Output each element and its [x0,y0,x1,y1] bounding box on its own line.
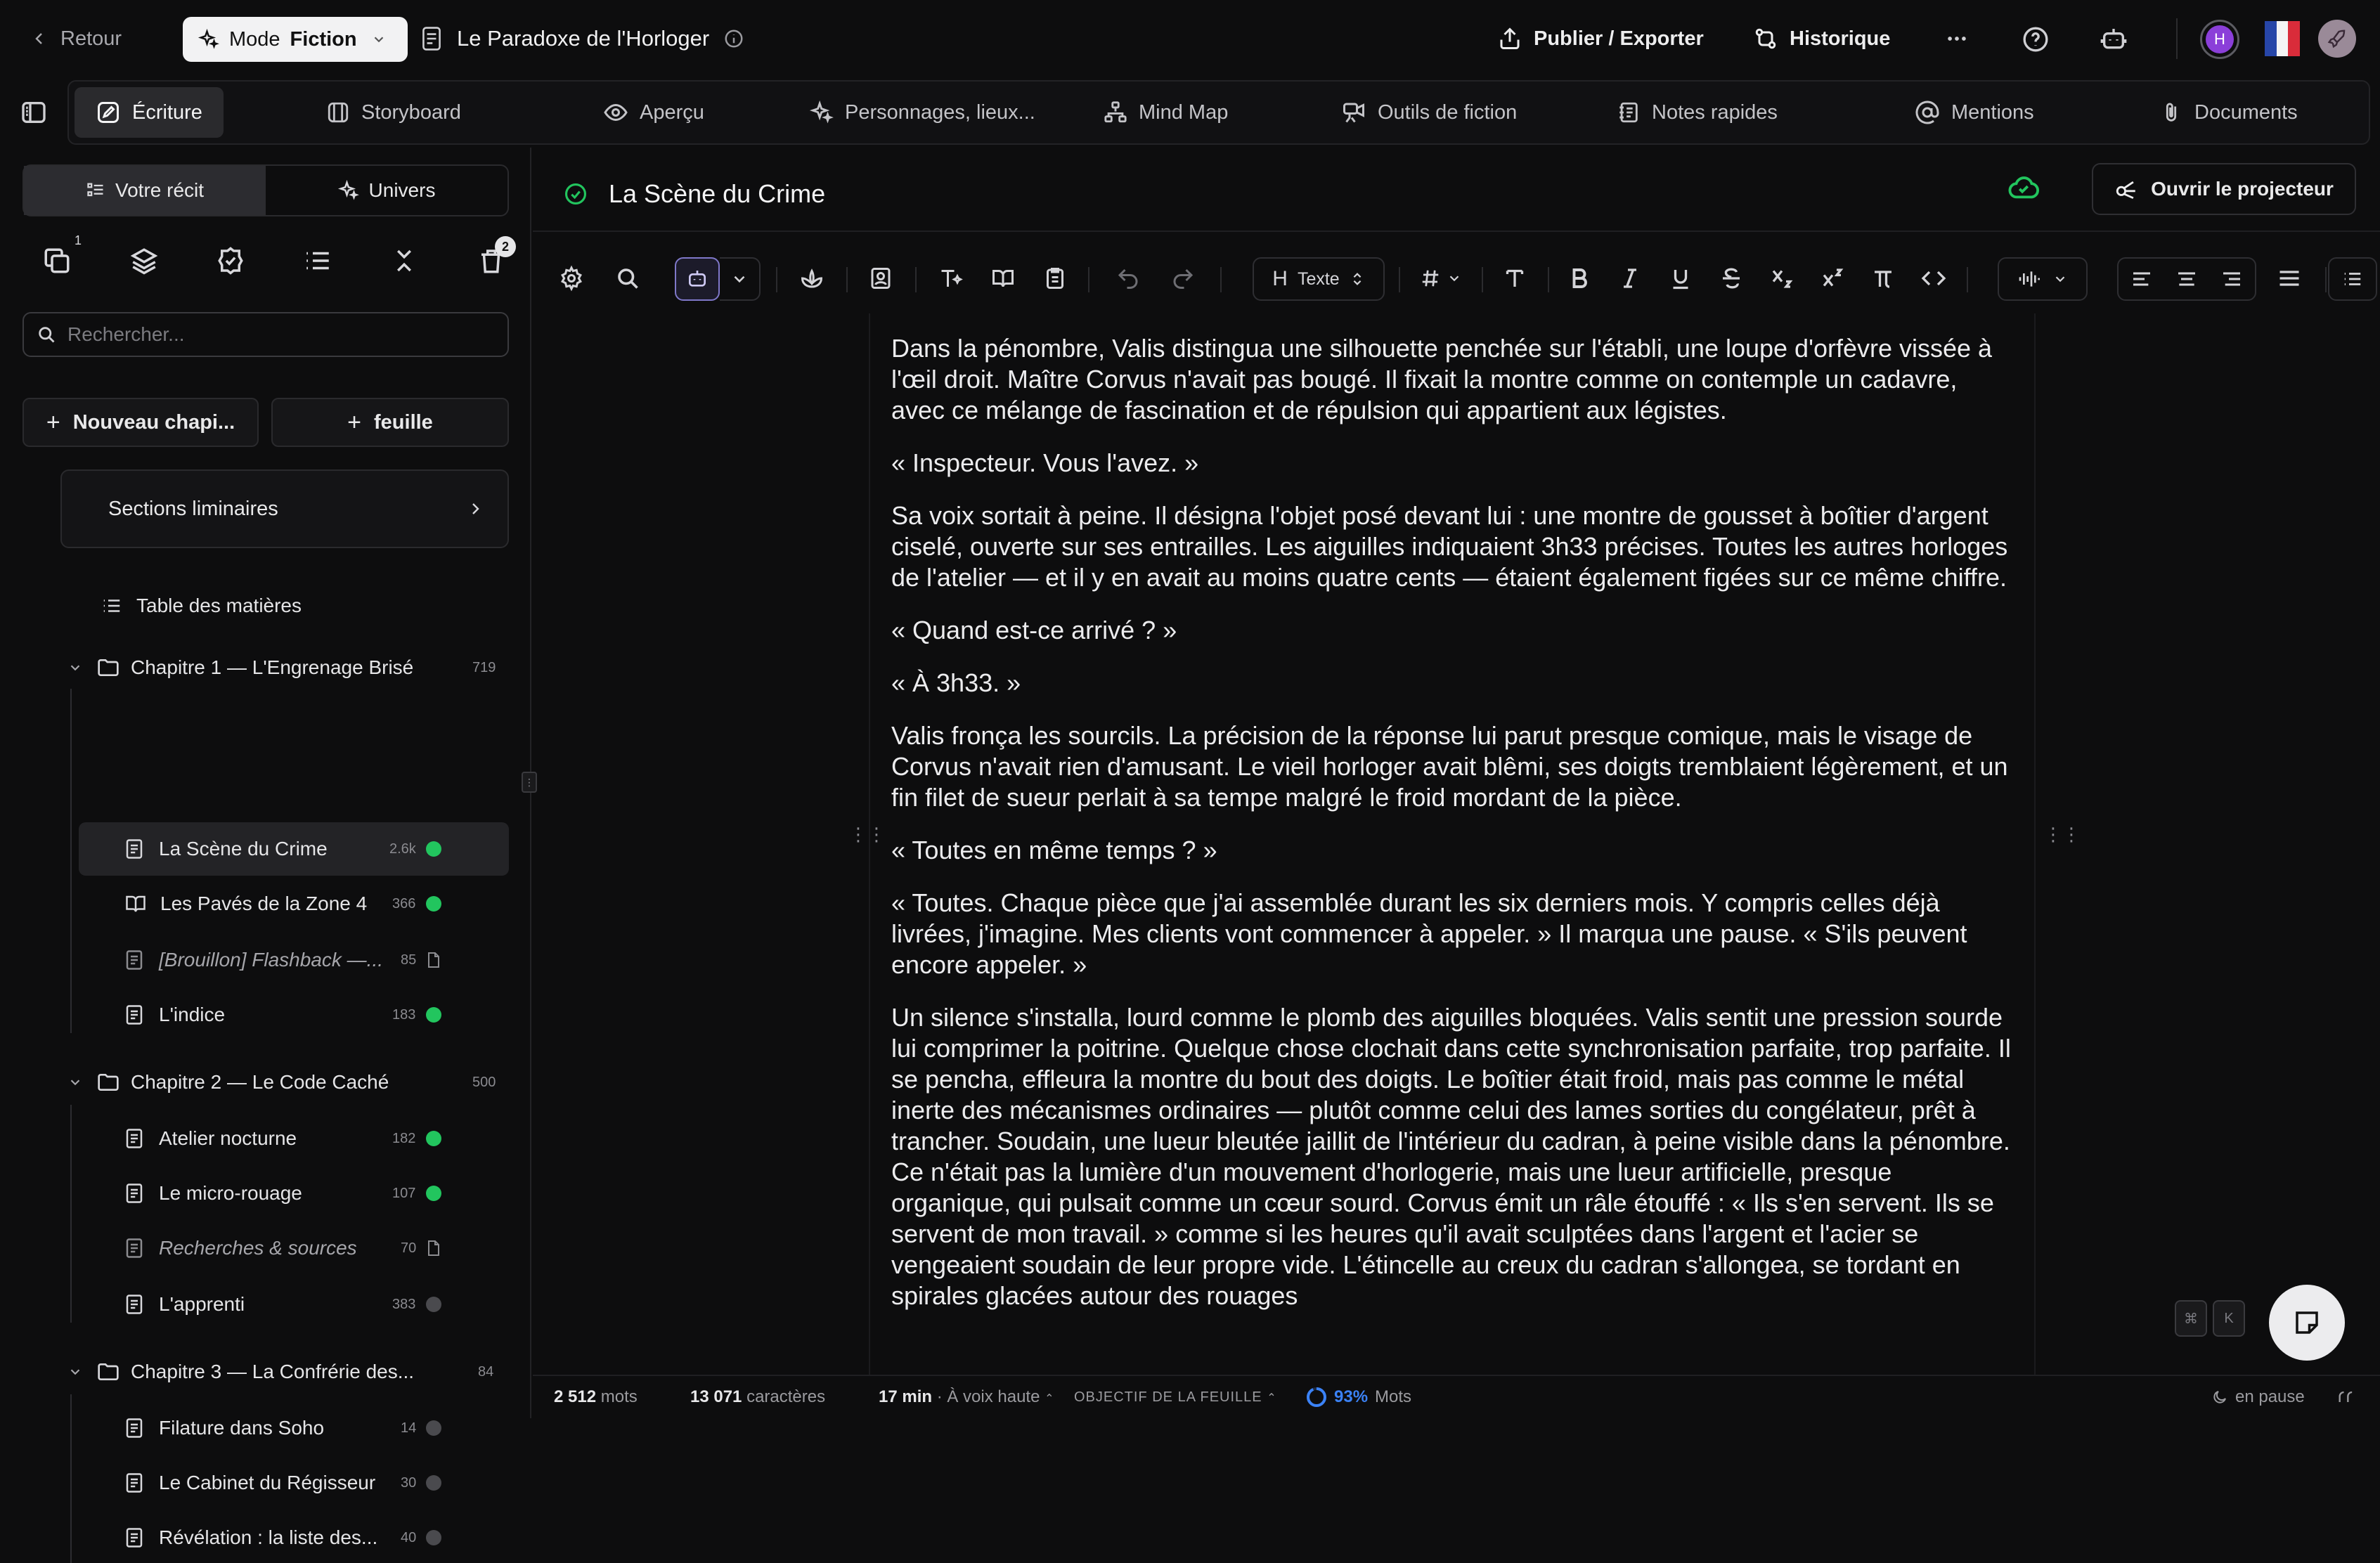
chapter-count: 84 [478,1363,494,1380]
list-icon [101,595,122,616]
underline-icon [1668,266,1693,291]
tab-label: Notes rapides [1652,100,1778,124]
chevron-right-icon [467,500,484,517]
eye-icon [603,100,628,125]
back-label: Retour [60,27,122,50]
tools-icon [1341,100,1366,125]
divider [533,231,2380,232]
sheet-title: Recherches & sources [159,1237,357,1259]
text-style-button[interactable] [933,246,969,311]
chevron-down-icon [67,1075,83,1090]
history-icon [1753,26,1778,51]
search-button[interactable] [610,246,645,311]
sheet-row[interactable] [125,826,505,871]
heading-icon: H [1272,267,1288,290]
divider [1088,267,1089,292]
chapter-title: Chapitre 2 — Le Code Caché [131,1071,389,1093]
align-right-icon[interactable] [2220,268,2243,290]
list-icon [2342,268,2363,290]
read-time[interactable] [879,1387,1054,1407]
document-icon [125,1183,143,1204]
sheet-row[interactable] [125,1226,505,1271]
tab-label: Storyboard [361,100,461,124]
sheet-row[interactable] [125,992,505,1037]
strikethrough-icon [1719,266,1744,291]
sheet-title: [Brouillon] Flashback —... [159,949,384,971]
paragraph: « Toutes. Chaque pièce que j'ai assemblée durant les six derniers mois. Y compris celles déjà livrées, j'imagine. Mes clients vont commencer à appeler. » Il marqua une pause. « S'ils peuvent encore appeler. » [891,888,1967,979]
paragraph: « À 3h33. » [891,668,1021,697]
paperclip-icon [2159,100,2183,124]
sheet-row[interactable] [125,1116,505,1161]
at-sign-icon [1915,100,1940,125]
search-icon [615,266,640,291]
chevron-down-icon [67,660,83,675]
status-dot [426,1297,441,1312]
sheet-title: L'apprenti [159,1293,245,1315]
chevron-up-icon: ⌃ [1267,1392,1277,1404]
divider [846,267,848,292]
info-icon[interactable] [723,28,744,49]
audio-wave-icon [2017,268,2040,290]
tab-label: Documents [2194,100,2298,124]
tab-label: Mentions [1951,100,2034,124]
sidebar-toggle-icon[interactable] [20,98,48,127]
heading-level-select[interactable] [1413,246,1469,311]
publish-export-button[interactable] [1497,21,1704,56]
tab-mentions[interactable] [1894,87,2055,138]
divider [1220,267,1222,292]
gear-icon [559,266,584,291]
word-count-label: mots [600,1387,638,1406]
avatar[interactable] [2200,20,2239,59]
sheet-row[interactable] [125,1460,505,1505]
tab-label: Personnages, lieux... [845,100,1035,124]
pi-icon [1870,266,1896,291]
mode-prefix: Mode [229,27,280,51]
new-sheet-label: feuille [374,410,433,434]
chevron-updown-icon [1350,270,1365,288]
clear-format-button[interactable] [1497,246,1532,311]
divider [1482,267,1483,292]
draft-file-icon [426,952,441,968]
undo-icon [1115,266,1141,291]
tree-line [70,1394,72,1563]
divider [2176,18,2178,59]
folder-icon [97,1072,119,1092]
sheet-count: 85 [401,952,417,968]
bot-icon [686,268,709,290]
undo-button[interactable] [1111,246,1146,311]
status-dot [426,1420,441,1436]
tab-outils-fiction[interactable] [1320,87,1538,138]
quote-icon[interactable] [2336,1387,2356,1407]
sidebar [0,148,531,1548]
sheet-row[interactable] [125,1406,505,1451]
sheet-count: 107 [392,1185,416,1201]
text-sparkle-icon [938,266,964,291]
italic-icon [1617,266,1643,291]
history-button[interactable] [1753,21,1890,56]
block-style-label: Texte [1297,268,1340,289]
ai-dropdown[interactable] [720,257,761,301]
bold-icon [1567,266,1592,291]
layers-icon[interactable] [129,246,159,275]
tab-mind-map[interactable] [1082,87,1249,138]
chevron-up-icon: ⌃ [1045,1393,1054,1405]
sheet-row[interactable] [125,881,505,926]
sparkles-icon [338,180,359,201]
scene-title: La Scène du Crime [609,179,826,208]
new-chapter-label: Nouveau chapi... [72,410,235,434]
projector-label: Ouvrir le projecteur [2151,178,2334,200]
sheet-title: Filature dans Soho [159,1417,325,1439]
align-justify-icon [2277,266,2302,291]
pause-status[interactable] [2211,1387,2305,1407]
chapter-count: 500 [472,1074,496,1090]
quick-note-button[interactable] [2269,1285,2345,1361]
progress-ring [1306,1387,1327,1408]
strikethrough-button[interactable] [1714,246,1749,311]
sheet-count: 366 [392,895,416,912]
redo-icon [1170,266,1196,291]
document-title-text: Le Paradoxe de l'Horloger [457,26,710,51]
liminal-label: Sections liminaires [108,497,278,520]
cloud-sync-icon[interactable] [2007,173,2040,202]
tab-storyboard[interactable] [305,87,482,138]
tab-label: Univers [368,179,436,201]
tab-votre-recit[interactable] [24,166,266,215]
publish-label: Publier / Exporter [1534,27,1704,50]
tab-personnages[interactable] [789,87,1056,138]
book-icon [990,266,1016,291]
sparkles-icon [810,100,834,124]
tab-label: Outils de fiction [1378,100,1518,124]
list-icon[interactable] [303,246,332,275]
tab-label: Votre récit [115,179,205,201]
document-icon [125,1238,143,1259]
notes-icon [1617,100,1641,124]
chevron-left-icon [31,30,48,47]
paragraph: Sa voix sortait à peine. Il désigna l'objet posé devant lui : une montre de gousset à boîtier d'argent ciselé, ouverte sur ses entrailles. Les aiguilles indiquaient 3h33 précises. Toutes les autres horloges de l'atelier — et il y en avait au moins quatre cents — étaient également figées sur ce même chiffre. [891,501,2008,592]
focus-button[interactable] [794,246,829,311]
chevron-down-icon [2052,271,2068,287]
sheet-count: 383 [392,1296,416,1312]
word-count [554,1387,638,1407]
right-margin-handle[interactable]: ⋮⋮ [2044,824,2081,845]
collapse-icon[interactable] [389,246,419,275]
goal-unit: Mots [1375,1387,1412,1406]
hash-icon [1420,268,1441,289]
folder-icon [97,658,119,677]
help-icon[interactable] [2022,25,2050,53]
document-icon [420,26,443,51]
settings-button[interactable] [554,246,589,311]
divider [2325,267,2327,292]
draft-file-icon [426,1240,441,1257]
sheet-count: 40 [401,1529,417,1545]
sidebar-search[interactable] [22,312,509,357]
shortcut-hint [2175,1300,2245,1337]
tab-label: Écriture [132,100,202,124]
char-count [690,1387,825,1407]
special-chars-button[interactable] [1865,246,1901,311]
read-time-value: 17 min [879,1387,933,1406]
code-icon [1921,266,1946,291]
tab-documents[interactable] [2138,87,2319,138]
goal-label: OBJECTIF DE LA FEUILLE [1074,1389,1262,1405]
portrait-icon [868,266,893,291]
sidebar-resize-handle[interactable]: ⋮ [522,772,537,793]
chapter-title: Chapitre 1 — L'Engrenage Brisé [131,656,414,678]
clipboard-icon [1042,266,1068,291]
document-icon [125,1004,143,1025]
document-icon [125,1294,143,1315]
superscript-icon [1820,266,1845,291]
chapter-row[interactable] [67,645,503,690]
trash-icon[interactable] [477,239,509,275]
editor-area [533,148,2380,1418]
copy-count: 1 [74,233,82,247]
book-button[interactable] [985,246,1021,311]
more-icon[interactable] [1943,27,1971,51]
superscript-button[interactable] [1815,246,1850,311]
document-icon [125,838,143,860]
paragraph: « Inspecteur. Vous l'avez. » [891,448,1199,477]
sheet-row[interactable] [125,1515,505,1560]
bold-button[interactable] [1562,246,1597,311]
sheet-count: 30 [401,1474,417,1491]
book-open-icon [125,894,146,914]
char-count-label: caractères [746,1387,826,1406]
plus-icon: + [347,408,362,436]
sheet-row[interactable] [125,1282,505,1327]
tree-line [70,1105,72,1323]
sheet-title: Révélation : la liste des... [159,1526,378,1548]
alignment-group [2117,257,2256,301]
document-title [420,21,744,56]
sheet-title: Atelier nocturne [159,1127,297,1149]
trash-count: 2 [495,236,516,257]
table-of-contents[interactable] [101,583,302,628]
status-dot [426,1186,441,1201]
copy-icon[interactable] [42,233,82,275]
sheet-count: 14 [401,1420,417,1436]
status-bar [533,1375,2380,1418]
history-label: Historique [1790,27,1891,50]
chapter-title: Chapitre 3 — La Confrérie des... [131,1361,415,1382]
divider [1399,267,1400,292]
top-bar [0,0,2380,77]
liminal-sections[interactable] [60,469,509,548]
divider [1548,267,1549,292]
sheet-row[interactable] [125,938,505,982]
document-icon [125,1128,143,1149]
main-tabs [67,80,2370,145]
sheet-count: 70 [401,1240,417,1256]
sheet-title: Le Cabinet du Régisseur [159,1472,376,1493]
divider [1967,267,1968,292]
align-center-icon[interactable] [2175,268,2198,290]
ai-button[interactable] [675,257,720,301]
new-chapter-button[interactable] [22,398,259,447]
code-button[interactable] [1916,246,1951,311]
sheet-title: Le micro-rouage [159,1182,302,1204]
chevron-down-icon [730,270,749,288]
format-toolbar [533,246,2380,311]
divider [915,267,917,292]
divider [776,267,777,292]
chapter-row[interactable] [67,1349,503,1394]
tab-apercu[interactable] [582,87,725,138]
status-dot [426,896,441,912]
tab-label: Aperçu [640,100,704,124]
status-dot [426,1007,441,1023]
chevron-down-icon [1447,271,1462,286]
new-sheet-button[interactable] [271,398,509,447]
goal-percent: 93% [1334,1387,1369,1406]
kbd-cmd: ⌘ [2175,1300,2207,1337]
mode-selector[interactable] [183,17,408,62]
text-icon [1502,266,1527,291]
pen-icon [96,100,121,125]
sheet-count: 2.6k [389,841,416,857]
italic-button[interactable] [1612,246,1648,311]
open-projector-button[interactable] [2092,163,2356,215]
film-icon [326,100,350,124]
lotus-icon [799,266,824,291]
left-margin-handle[interactable]: ⋮⋮ [849,824,886,845]
paragraph: « Toutes en même temps ? » [891,836,1217,864]
chapter-count: 719 [472,659,496,675]
sheet-count: 183 [392,1006,416,1023]
status-dot [426,1530,441,1545]
scene-header [564,169,825,219]
rocket-icon[interactable] [2318,20,2356,58]
document-icon [125,1418,143,1439]
chevron-down-icon [371,32,387,47]
plus-icon: + [46,408,60,436]
paragraph: Un silence s'installa, lourd comme le plomb des aiguilles bloquées. Valis sentit une pression sourde lui comprimer la poitrine. Quelque chose clochait dans cette synchronisation parfaite, trop parfaite. Il se pencha, effleura la montre du bout des doigts. Le boîtier était froid, mais pas comme le métal inerte des mécanismes ordinaires — plutôt comme celui des lames sorties du congélateur, prêt à trancher. Soudain, une lueur bleutée jaillit de l'intérieur du cadran, à peine visible dans la pénombre. Ce n'était pas la lumière d'un mouvement d'horlogerie, mais une lueur artificielle, presque organique, qui pulsait comme un cœur sourd. Corvus émit un râle étouffé : « Ils s'en servent. Ils se servent de mon travail. » comme si les heures qu'il avait sculptées dans l'argent et l'acier se vengeaient soudain de leur propre vide. L'étincelle au creux du cadran s'allongea, se tordant en spirales glacées autour des rouages [891,1003,2011,1310]
char-count-value: 13 071 [690,1387,742,1406]
subscript-icon [1769,266,1794,291]
tab-ecriture[interactable] [75,87,224,138]
projector-icon [2114,177,2138,201]
back-button[interactable] [31,24,122,53]
tree-line [70,689,72,1033]
editor-canvas[interactable] [869,313,2036,1375]
justify-button[interactable] [2272,246,2307,311]
paragraph: « Quand est-ce arrivé ? » [891,616,1177,644]
tab-notes-rapides[interactable] [1596,87,1799,138]
search-icon [37,325,56,344]
document-icon [125,1527,143,1548]
moon-icon [2211,1389,2228,1406]
french-flag-icon[interactable] [2265,21,2300,56]
sheet-goal[interactable] [1074,1389,1277,1406]
read-time-label: · À voix haute [936,1387,1040,1406]
status-dot [426,1475,441,1491]
pause-label: en pause [2235,1387,2305,1406]
sheet-title: L'indice [159,1004,226,1025]
network-icon [1104,100,1127,124]
status-dot [426,841,441,857]
word-count-value: 2 512 [554,1387,597,1406]
avatar-letter: H [2206,25,2234,53]
status-dot [426,1131,441,1146]
redo-button[interactable] [1165,246,1201,311]
badge-check-icon[interactable] [216,246,245,275]
voice-select[interactable] [1998,257,2088,301]
check-circle-icon [564,182,588,206]
sheet-row[interactable] [125,1171,505,1216]
folder-icon [97,1362,119,1382]
chapter-row[interactable] [67,1060,503,1105]
tab-univers[interactable] [266,166,507,215]
manuscript-text[interactable] [891,333,2016,1333]
underline-button[interactable] [1663,246,1698,311]
align-left-icon[interactable] [2130,268,2153,290]
share-icon [1497,26,1522,51]
sparkles-icon [198,29,219,50]
document-icon [125,949,143,971]
paragraph: Dans la pénombre, Valis distingua une silhouette penchée sur l'établi, une loupe d'orfèvre vissée à l'œil droit. Maître Corvus n'avait pas bougé. Il fixait la montre comme on contemple un cadavre, avec ce mélange de fascination et de répulsion qui appartient aux légistes. [891,334,1993,424]
sidebar-view-switch [22,164,509,216]
chevron-down-icon [67,1364,83,1380]
sticky-note-icon [2292,1308,2322,1337]
clipboard-button[interactable] [1037,246,1073,311]
image-button[interactable] [863,246,898,311]
sheet-count: 182 [392,1130,416,1146]
document-icon [125,1472,143,1493]
sheet-title: Les Pavés de la Zone 4 [160,893,368,914]
goal-progress [1306,1387,1411,1408]
list-button[interactable] [2328,257,2377,301]
ai-assistant-icon[interactable] [2099,25,2128,53]
list-icon [86,181,105,200]
paragraph: Valis fronça les sourcils. La précision de la réponse lui parut presque comique, mais le visage de Corvus n'avait rien d'amusant. Le vieil horloger avait blêmi, ses doigts tremblaient légèrement, et un fin filet de sueur perlait à sa tempe malgré le froid mordant de la pièce. [891,721,2008,812]
sheet-title: La Scène du Crime [159,838,328,860]
kbd-k: K [2213,1300,2245,1337]
block-style-select[interactable] [1253,257,1385,301]
toc-label: Table des matières [136,595,302,616]
sidebar-tools [42,233,509,288]
tab-label: Mind Map [1139,100,1229,124]
mode-value: Fiction [290,27,357,51]
search-placeholder: Rechercher... [67,323,185,345]
subscript-button[interactable] [1764,246,1799,311]
